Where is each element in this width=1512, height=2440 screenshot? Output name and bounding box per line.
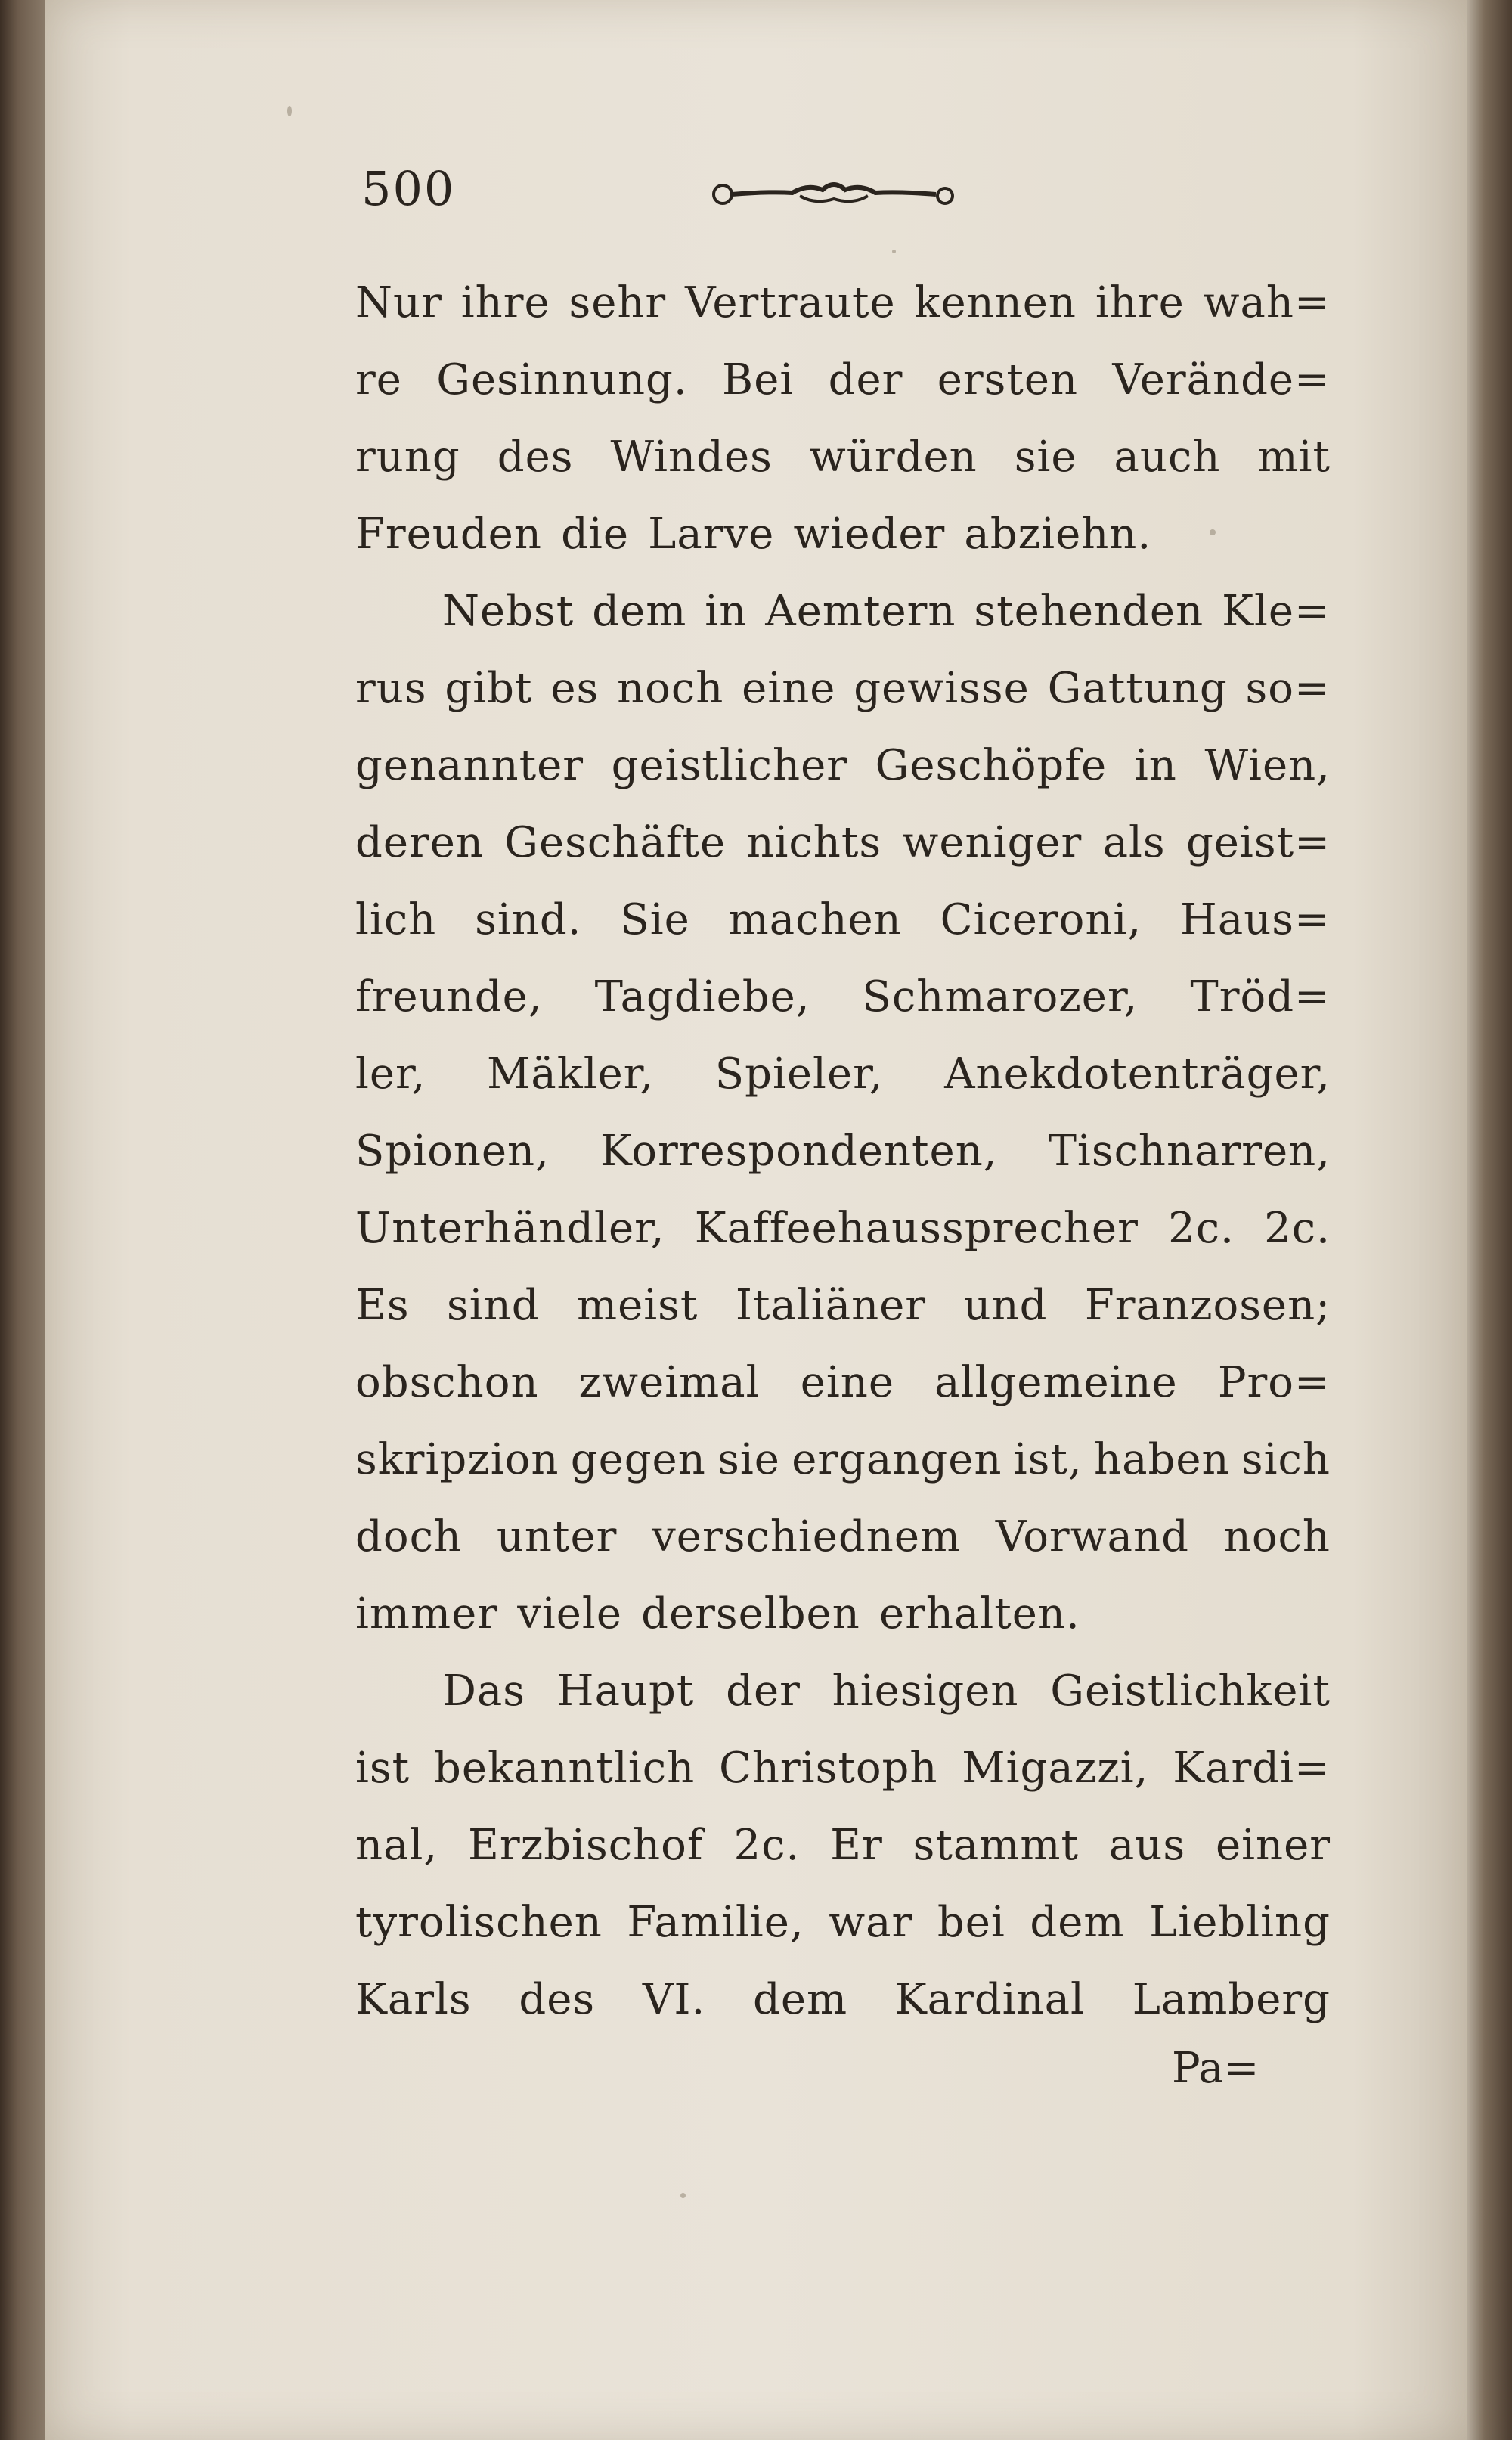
word: als — [1102, 818, 1166, 867]
text-line — [355, 1113, 1331, 1190]
word: machen — [728, 895, 902, 944]
word: Liebling — [1149, 1898, 1331, 1947]
word: weniger — [902, 818, 1083, 867]
word: Haupt — [556, 1666, 695, 1716]
text-line — [355, 1344, 1331, 1422]
word: bei — [937, 1898, 1005, 1947]
word: derselben — [641, 1589, 860, 1639]
word: wieder — [793, 510, 946, 559]
word: rung — [355, 433, 460, 482]
word: eine — [800, 1358, 894, 1407]
word: Pro= — [1217, 1358, 1331, 1407]
word: Bei — [722, 355, 795, 405]
word: Mäkler, — [487, 1049, 655, 1099]
word: stehenden — [974, 587, 1204, 636]
word: und — [963, 1281, 1048, 1330]
word: obschon — [355, 1358, 539, 1407]
word: stammt — [912, 1821, 1079, 1870]
word: doch — [355, 1512, 462, 1561]
word: Larve — [648, 510, 775, 559]
text-line — [355, 882, 1331, 959]
word: würden — [809, 433, 978, 482]
text-line — [355, 1267, 1331, 1344]
text-line — [355, 1730, 1331, 1807]
word: Geschäfte — [504, 818, 727, 867]
text-line — [355, 342, 1331, 419]
word: einer — [1215, 1821, 1331, 1870]
word: erhalten. — [878, 1589, 1080, 1639]
word: gegen — [570, 1435, 706, 1484]
word: sind. — [475, 895, 582, 944]
word: Vorwand — [995, 1512, 1189, 1561]
word: Nebst — [442, 587, 575, 636]
word: mit — [1257, 433, 1331, 482]
word: dem — [753, 1975, 848, 2024]
word: so= — [1245, 664, 1331, 713]
word: Anekdotenträger, — [944, 1049, 1331, 1099]
word: ler, — [355, 1049, 426, 1099]
word: Kle= — [1222, 587, 1331, 636]
word: Vertraute — [685, 278, 896, 327]
word: deren — [355, 818, 484, 867]
word: sich — [1241, 1435, 1331, 1484]
word: Italiäner — [735, 1281, 927, 1330]
word: ist, — [1013, 1435, 1083, 1484]
text-line — [355, 1190, 1331, 1267]
word: Gesinnung. — [436, 355, 688, 405]
word: ist — [355, 1744, 411, 1793]
word: dem — [1030, 1898, 1125, 1947]
text-line — [355, 1422, 1331, 1499]
word: Migazzi, — [962, 1744, 1149, 1793]
word: unter — [496, 1512, 618, 1561]
text-line — [355, 496, 1331, 573]
word: noch — [617, 664, 724, 713]
word: eine — [742, 664, 836, 713]
word: ihre — [460, 278, 550, 327]
word: gibt — [445, 664, 533, 713]
word: viele — [517, 1589, 622, 1639]
word: bekanntlich — [433, 1744, 696, 1793]
word: VI. — [642, 1975, 706, 2024]
word: Kardinal — [894, 1975, 1085, 2024]
word: Das — [442, 1666, 526, 1716]
text-line — [355, 650, 1331, 727]
paper-speck — [287, 106, 292, 116]
word: Korrespondenten, — [600, 1127, 998, 1176]
word: es — [550, 664, 600, 713]
word: Gattung — [1047, 664, 1228, 713]
word: Es — [355, 1281, 410, 1330]
book-binding — [0, 0, 45, 2440]
word: genannter — [355, 741, 584, 790]
word: abziehn. — [964, 510, 1152, 559]
word: des — [497, 433, 574, 482]
word: Windes — [610, 433, 773, 482]
word: wah= — [1203, 278, 1331, 327]
word: rus — [355, 664, 427, 713]
text-line — [355, 1884, 1331, 1961]
word: ersten — [937, 355, 1079, 405]
text-line — [355, 573, 1331, 650]
word: der — [726, 1666, 801, 1716]
word: Franzosen; — [1084, 1281, 1331, 1330]
word: Tischnarren, — [1048, 1127, 1331, 1176]
word: Familie, — [627, 1898, 804, 1947]
text-line — [355, 727, 1331, 805]
text-line — [355, 1499, 1331, 1576]
word: freunde, — [355, 972, 543, 1022]
text-line — [355, 1653, 1331, 1730]
word: immer — [355, 1589, 499, 1639]
paper-speck — [892, 250, 896, 253]
word: zweimal — [578, 1358, 761, 1407]
word: hiesigen — [832, 1666, 1019, 1716]
page-edge — [1467, 0, 1512, 2440]
word: lich — [355, 895, 437, 944]
word: gewisse — [854, 664, 1030, 713]
word: Tagdiebe, — [594, 972, 810, 1022]
word: Karls — [355, 1975, 472, 2024]
text-line — [355, 805, 1331, 882]
word: in — [1134, 741, 1177, 790]
word: Unterhändler, — [355, 1204, 665, 1253]
word: Sie — [620, 895, 690, 944]
word: Spieler, — [714, 1049, 884, 1099]
word: 2c. — [1264, 1204, 1331, 1253]
word: Spionen, — [355, 1127, 550, 1176]
word: in — [705, 587, 748, 636]
word: Tröd= — [1190, 972, 1331, 1022]
catchword: Pa= — [1172, 2044, 1259, 2093]
word: verschiednem — [652, 1512, 962, 1561]
text-line — [355, 1576, 1331, 1653]
word: skripzion — [355, 1435, 559, 1484]
word: Freuden — [355, 510, 542, 559]
word: sie — [1014, 433, 1077, 482]
word: Haus= — [1180, 895, 1331, 944]
word: ihre — [1095, 278, 1185, 327]
text-line — [355, 1036, 1331, 1113]
word: Kardi= — [1173, 1744, 1331, 1793]
word: 2c. — [733, 1821, 801, 1870]
word: sie — [717, 1435, 780, 1484]
word: Schmarozer, — [862, 972, 1139, 1022]
word: war — [829, 1898, 913, 1947]
paper-speck — [680, 2193, 686, 2198]
word: die — [561, 510, 629, 559]
word: Nur — [355, 278, 442, 327]
page-header — [361, 155, 1329, 223]
word: haben — [1094, 1435, 1230, 1484]
word: Christoph — [718, 1744, 938, 1793]
page-number: 500 — [361, 161, 456, 216]
word: Kaffeehaussprecher — [694, 1204, 1139, 1253]
word: aus — [1108, 1821, 1186, 1870]
word: Ciceroni, — [940, 895, 1142, 944]
word: des — [519, 1975, 596, 2024]
word: auch — [1114, 433, 1221, 482]
word: dem — [592, 587, 687, 636]
word: Aemtern — [765, 587, 956, 636]
word: 2c. — [1168, 1204, 1235, 1253]
word: Er — [830, 1821, 883, 1870]
text-line — [355, 959, 1331, 1036]
word: Geschöpfe — [875, 741, 1108, 790]
word: geistlicher — [611, 741, 847, 790]
word: noch — [1223, 1512, 1331, 1561]
word: meist — [577, 1281, 699, 1330]
word: sind — [447, 1281, 540, 1330]
text-line — [355, 419, 1331, 496]
word: Verände= — [1112, 355, 1331, 405]
word: re — [355, 355, 402, 405]
word: Geistlichkeit — [1050, 1666, 1331, 1716]
word: Wien, — [1204, 741, 1331, 790]
word: Lamberg — [1132, 1975, 1331, 2024]
word: allgemeine — [934, 1358, 1178, 1407]
word: geist= — [1185, 818, 1331, 867]
word: Erzbischof — [468, 1821, 704, 1870]
word: nichts — [746, 818, 882, 867]
word: ergangen — [792, 1435, 1002, 1484]
text-line — [355, 1807, 1331, 1884]
text-line — [355, 265, 1331, 342]
header-ornament-icon — [709, 170, 959, 215]
text-line — [355, 1961, 1331, 2039]
word: tyrolischen — [355, 1898, 603, 1947]
word: sehr — [569, 278, 667, 327]
word: der — [828, 355, 903, 405]
body-text — [355, 265, 1331, 2039]
word: kennen — [914, 278, 1077, 327]
paper-speck — [1210, 529, 1216, 535]
word: nal, — [355, 1821, 438, 1870]
